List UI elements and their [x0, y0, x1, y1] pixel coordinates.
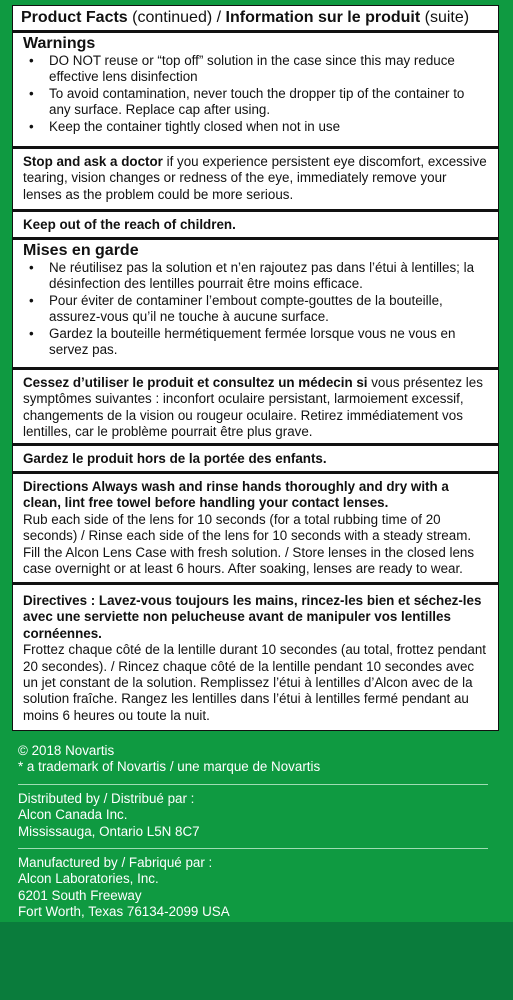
- manufacturer-street: 6201 South Freeway: [18, 887, 142, 903]
- cessez-text: vous présentez les symptômes suivantes : inconfort oculaire persistant, larmoiement excessif, changements de la vision ou rougeur oculaire. Retirez immédiatement vos lentilles, car le problème pourrait être plus grave.: [23, 375, 483, 440]
- mises-list: [23, 260, 488, 358]
- bullet-icon: •: [29, 260, 34, 275]
- footer: [18, 743, 498, 921]
- list-item: • Gardez la bouteille hermétiquement fermée lorsque vous ne vous en servez pas.: [29, 325, 456, 358]
- manufactured-by-label: Manufactured by / Fabriqué par :: [18, 855, 213, 871]
- distributor-address: Mississauga, Ontario L5N 8C7: [18, 823, 200, 839]
- keep-out-section: [13, 209, 498, 237]
- list-item: • Keep the container tightly closed when not in use: [29, 118, 341, 134]
- gardez-text: Gardez le produit hors de la portée des enfants.: [23, 451, 327, 466]
- directives-text: Frottez chaque côté de la lentille durant 10 secondes (au total, frottez pendant 20 secondes). / Rincez chaque côté de la lentille pendant 10 secondes avec un jet constant de la solution. Remplissez l’étui à lentilles d’Alcon avec de la solution fraîche. Rangez les lentilles dans l’étui à lentilles fermé pendant au moins 6 heures ou toute la nuit.: [23, 642, 487, 723]
- warnings-section: [13, 33, 498, 146]
- manufacturer-city: Fort Worth, Texas 76134-2099 USA: [18, 904, 230, 920]
- bottom-color-band: [0, 922, 513, 1000]
- bullet-icon: •: [29, 325, 34, 341]
- directions-text: Rub each side of the lens for 10 seconds (for a total rubbing time of 20 seconds) / Rinse each side of the lens for 10 seconds with a steady stream. Fill the Alcon Lens Case with fresh solution. / Store lenses in the closed lens case overnight or at least 6 hours. After soaking, lenses are ready to wear.: [23, 511, 475, 577]
- trademark-note: * a trademark of Novartis / une marque de Novartis: [18, 759, 321, 775]
- directives-lead: Directives : Lavez-vous toujours les mains, rincez-les bien et séchez-les avec une serviette non pelucheuse avant de manipuler vos lentilles cornéennes.: [23, 593, 482, 641]
- footer-divider: [18, 784, 488, 785]
- mises-title: Mises en garde: [23, 242, 139, 259]
- bullet-icon: •: [29, 118, 34, 134]
- bullet-icon: •: [29, 53, 34, 68]
- bullet-icon: •: [29, 292, 34, 308]
- directions-section: [13, 471, 498, 582]
- footer-divider: [18, 848, 488, 849]
- warnings-title: Warnings: [23, 35, 96, 52]
- bullet-icon: •: [29, 85, 34, 101]
- stop-ask-lead: Stop and ask a doctor: [23, 154, 163, 169]
- stop-ask-text: if you experience persistent eye discomfort, excessive tearing, vision changes or redness of the eye, immediately remove your lenses as the problem could be more serious.: [23, 154, 487, 202]
- header-fr-suffix: (suite): [420, 9, 470, 26]
- directives-section: [13, 582, 498, 730]
- cessez-section: [13, 367, 498, 443]
- stop-ask-doctor-section: [13, 146, 498, 209]
- warnings-list: [23, 53, 488, 135]
- panel-header: [13, 6, 498, 33]
- header-fr-title: Information sur le produit: [225, 9, 421, 26]
- list-item: • Ne réutilisez pas la solution et n’en rajoutez pas dans l’étui à lentilles; la désinfection des lentilles pourrait être moins efficace.: [29, 260, 475, 292]
- directions-lead: Directions Always wash and rinse hands thoroughly and dry with a clean, lint free towel before handling your contact lenses.: [23, 479, 449, 511]
- header-en-title: Product Facts: [21, 9, 128, 26]
- keep-out-text: Keep out of the reach of children.: [23, 217, 236, 232]
- manufacturer-name: Alcon Laboratories, Inc.: [18, 871, 159, 887]
- copyright: © 2018 Novartis: [18, 743, 115, 758]
- distributed-by-label: Distributed by / Distribué par :: [18, 790, 195, 806]
- mises-en-garde-section: [13, 237, 498, 367]
- gardez-section: [13, 443, 498, 471]
- product-facts-panel: [12, 5, 499, 731]
- cessez-lead: Cessez d’utiliser le produit et consultez un médecin si: [23, 375, 368, 390]
- header-en-suffix: (continued) /: [127, 9, 226, 26]
- list-item: • Pour éviter de contaminer l’embout compte-gouttes de la bouteille, assurez-vous qu’il ne touche à aucune surface.: [29, 292, 443, 325]
- list-item: • DO NOT reuse or “top off” solution in the case since this may reduce effective lens disinfection: [29, 53, 455, 85]
- distributor-name: Alcon Canada Inc.: [18, 807, 128, 823]
- list-item: • To avoid contamination, never touch the dropper tip of the container to any surface. Replace cap after using.: [29, 85, 465, 118]
